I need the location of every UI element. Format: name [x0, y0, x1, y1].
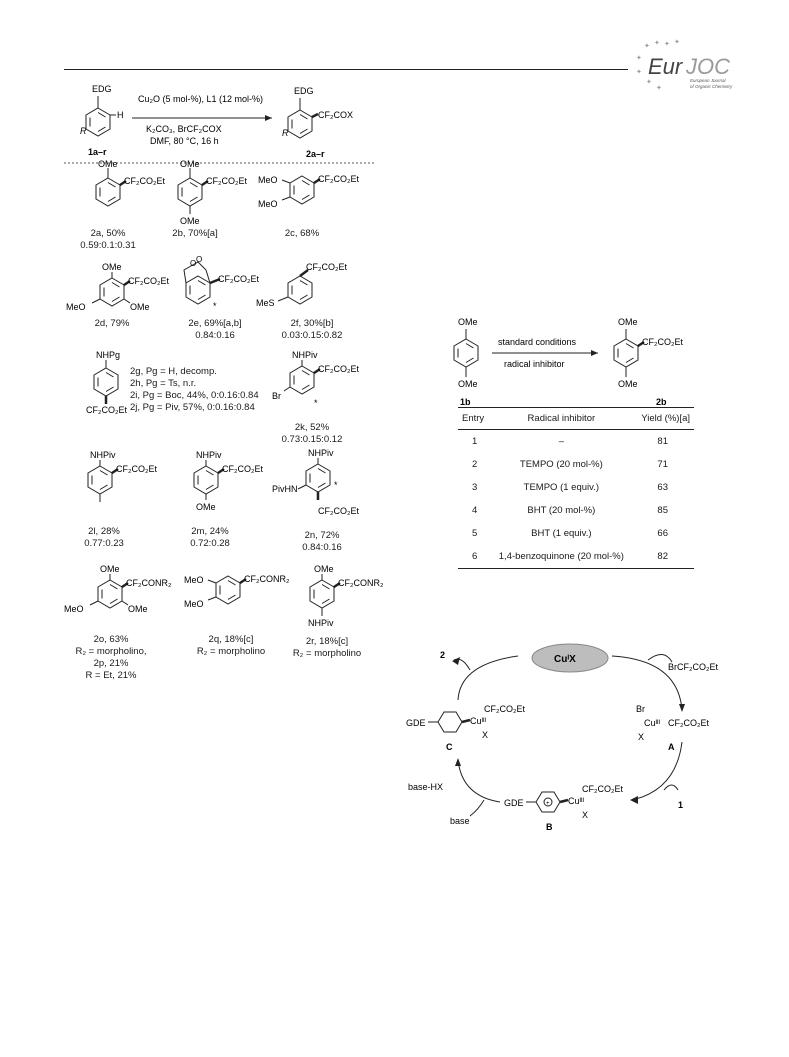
cap-2q: 2q, 18%[c] R₂ = morpholino: [196, 634, 266, 657]
svg-text:MeO: MeO: [184, 575, 204, 585]
substrate: 1: [678, 800, 684, 810]
svg-text:CF₂CO₂Et: CF₂CO₂Et: [124, 176, 165, 186]
catalytic-cycle: [400, 630, 780, 860]
table-row: 2 TEMPO (20 mol-%) 71: [471, 459, 668, 470]
pr-group: CF₂COX: [318, 110, 353, 120]
sm-edg: EDG: [92, 84, 112, 94]
th-entry: Entry: [462, 413, 485, 424]
inhibitor-table: [458, 407, 694, 569]
table-row: 6 1,4-benzoquinone (20 mol-%) 82: [458, 545, 694, 569]
svg-text:✦: ✦: [646, 79, 652, 86]
svg-text:OMe: OMe: [130, 302, 150, 312]
logo-tagline-2: of Organic Chemistry: [690, 84, 733, 89]
svg-text:CF₂CO₂Et: CF₂CO₂Et: [318, 174, 359, 184]
cap-2r: 2r, 18%[c] R₂ = morpholino: [292, 636, 362, 659]
svg-text:O: O: [190, 259, 197, 268]
int-c: C: [446, 742, 453, 752]
svg-text:Cuᴵᴵᴵ: Cuᴵᴵᴵ: [470, 716, 487, 726]
svg-text:CF₂CONR₂: CF₂CONR₂: [338, 578, 384, 588]
cap-2a: 2a, 50% 0.59:0.1:0.31: [80, 228, 136, 251]
cap-2c: 2c, 68%: [284, 228, 320, 239]
svg-text:OMe: OMe: [314, 564, 334, 574]
svg-text:X: X: [482, 730, 489, 740]
pr-edg: EDG: [294, 86, 314, 96]
cap-2g-j: 2g, Pg = H, decomp. 2h, Pg = Ts, n.r. 2i, Pg = Boc, 44%, 0:0.16:0.84 2j, Pg = Piv, 57%, 0:0.16:0.84: [130, 366, 259, 413]
svg-text:MeO: MeO: [258, 175, 278, 185]
svg-text:GDE: GDE: [504, 798, 524, 808]
cap-2o-2p: 2o, 63% R₂ = morpholino, 2p, 21% R = Et, 21%: [75, 634, 147, 681]
pr-label: 2a–r: [306, 149, 325, 159]
svg-text:X: X: [582, 810, 589, 820]
svg-text:OMe: OMe: [128, 604, 148, 614]
svg-text:✦: ✦: [644, 43, 650, 50]
svg-text:OMe: OMe: [618, 379, 638, 389]
svg-text:NHPiv: NHPiv: [90, 450, 116, 460]
pr-r: R: [282, 128, 289, 138]
svg-text:✦: ✦: [654, 40, 660, 47]
svg-text:Br: Br: [272, 391, 281, 401]
logo-joc: JOC: [686, 54, 730, 79]
svg-text:+: +: [546, 801, 550, 807]
svg-text:OMe: OMe: [102, 262, 122, 272]
sm-label: 1a–r: [88, 147, 107, 157]
svg-text:*: *: [334, 480, 338, 490]
svg-text:OMe: OMe: [458, 379, 478, 389]
svg-text:NHPiv: NHPiv: [308, 448, 334, 458]
svg-text:✦: ✦: [636, 55, 642, 62]
cap-2n: 2n, 72% 0.84:0.16: [302, 530, 342, 553]
svg-text:CF₂CONR₂: CF₂CONR₂: [126, 578, 172, 588]
svg-text:OMe: OMe: [458, 317, 478, 327]
th-inhibitor: Radical inhibitor: [527, 413, 596, 424]
cap-2f: 2f, 30%[b] 0.03:0.15:0.82: [281, 318, 343, 341]
s2-arrow-bottom: radical inhibitor: [504, 359, 565, 369]
sm-h: H: [117, 110, 124, 120]
svg-text:CF₂CO₂Et: CF₂CO₂Et: [582, 784, 623, 794]
scheme2-reaction: [440, 305, 700, 415]
svg-text:OMe: OMe: [180, 159, 200, 169]
svg-text:CF₂CO₂Et: CF₂CO₂Et: [222, 464, 263, 474]
svg-text:O: O: [196, 255, 203, 264]
cap-2d: 2d, 79%: [94, 318, 130, 329]
svg-text:CF₂CO₂Et: CF₂CO₂Et: [642, 337, 683, 347]
svg-text:CF₂CO₂Et: CF₂CO₂Et: [484, 704, 525, 714]
svg-text:OMe: OMe: [100, 564, 120, 574]
svg-text:CF₂CO₂Et: CF₂CO₂Et: [218, 274, 259, 284]
svg-text:MeO: MeO: [184, 599, 204, 609]
base: base: [450, 816, 470, 826]
s2-arrow-top: standard conditions: [498, 337, 577, 347]
svg-text:OMe: OMe: [98, 159, 118, 169]
svg-text:X: X: [638, 732, 645, 742]
table-row: 1 – 81: [471, 436, 668, 447]
svg-text:*: *: [213, 301, 217, 311]
int-a: A: [668, 742, 675, 752]
cond-3: DMF, 80 °C, 16 h: [150, 136, 219, 146]
svg-text:CF₂CO₂Et: CF₂CO₂Et: [668, 718, 709, 728]
svg-text:MeO: MeO: [64, 604, 84, 614]
cap-2l: 2l, 28% 0.77:0.23: [84, 526, 124, 549]
svg-text:CF₂CO₂Et: CF₂CO₂Et: [116, 464, 157, 474]
svg-text:NHPiv: NHPiv: [196, 450, 222, 460]
svg-text:CF₂CO₂Et: CF₂CO₂Et: [206, 176, 247, 186]
svg-text:MeS: MeS: [256, 298, 275, 308]
base-hx: base-HX: [408, 782, 444, 792]
svg-text:CF₂CO₂Et: CF₂CO₂Et: [318, 506, 359, 516]
logo-tagline-1: European Journal: [690, 78, 726, 83]
logo-eur: Eur: [648, 54, 683, 79]
svg-text:*: *: [314, 398, 318, 408]
s2-sm-label: 1b: [460, 397, 471, 407]
product: 2: [440, 650, 446, 660]
cap-2k: 2k, 52% 0.73:0.15:0.12: [281, 422, 343, 445]
svg-text:PivHN: PivHN: [272, 484, 298, 494]
svg-text:✦: ✦: [664, 41, 670, 48]
svg-text:✦: ✦: [674, 39, 680, 46]
svg-text:GDE: GDE: [406, 718, 426, 728]
svg-text:NHPiv: NHPiv: [292, 350, 318, 360]
s2-pr-label: 2b: [656, 397, 667, 407]
th-yield: Yield (%)[a]: [641, 413, 690, 424]
int-b: B: [546, 822, 553, 832]
svg-text:Cuᴵᴵᴵ: Cuᴵᴵᴵ: [644, 718, 661, 728]
svg-text:Cuᴵᴵᴵ: Cuᴵᴵᴵ: [568, 796, 585, 806]
table-row: 5 BHT (1 equiv.) 66: [471, 528, 668, 539]
svg-text:✦: ✦: [656, 85, 662, 92]
cond-1: Cu₂O (5 mol-%), L1 (12 mol-%): [138, 94, 264, 104]
table-row: 3 TEMPO (1 equiv.) 63: [471, 482, 668, 493]
cond-2: K₂CO₃, BrCF₂COX: [146, 124, 222, 134]
svg-text:CF₂CO₂Et: CF₂CO₂Et: [128, 276, 169, 286]
svg-text:CF₂CO₂Et: CF₂CO₂Et: [86, 405, 127, 415]
cap-2m: 2m, 24% 0.72:0.28: [190, 526, 230, 549]
svg-text:CF₂CO₂Et: CF₂CO₂Et: [306, 262, 347, 272]
svg-text:Br: Br: [636, 704, 645, 714]
svg-text:CF₂CO₂Et: CF₂CO₂Et: [318, 364, 359, 374]
cap-2e: 2e, 69%[a,b] 0.84:0.16: [188, 318, 242, 341]
svg-text:CF₂CONR₂: CF₂CONR₂: [244, 574, 290, 584]
svg-text:OMe: OMe: [180, 216, 200, 226]
svg-text:✦: ✦: [636, 69, 642, 76]
svg-text:MeO: MeO: [66, 302, 86, 312]
svg-text:OMe: OMe: [196, 502, 216, 512]
catalyst-label: CuᴵX: [554, 654, 576, 665]
svg-text:OMe: OMe: [618, 317, 638, 327]
svg-text:NHPg: NHPg: [96, 350, 121, 360]
svg-text:MeO: MeO: [258, 199, 278, 209]
cap-2b: 2b, 70%[a]: [172, 228, 218, 239]
sm-r: R: [80, 126, 87, 136]
reagent: BrCF₂CO₂Et: [668, 662, 718, 672]
table-row: 4 BHT (20 mol-%) 85: [471, 505, 668, 516]
svg-text:NHPiv: NHPiv: [308, 618, 334, 628]
